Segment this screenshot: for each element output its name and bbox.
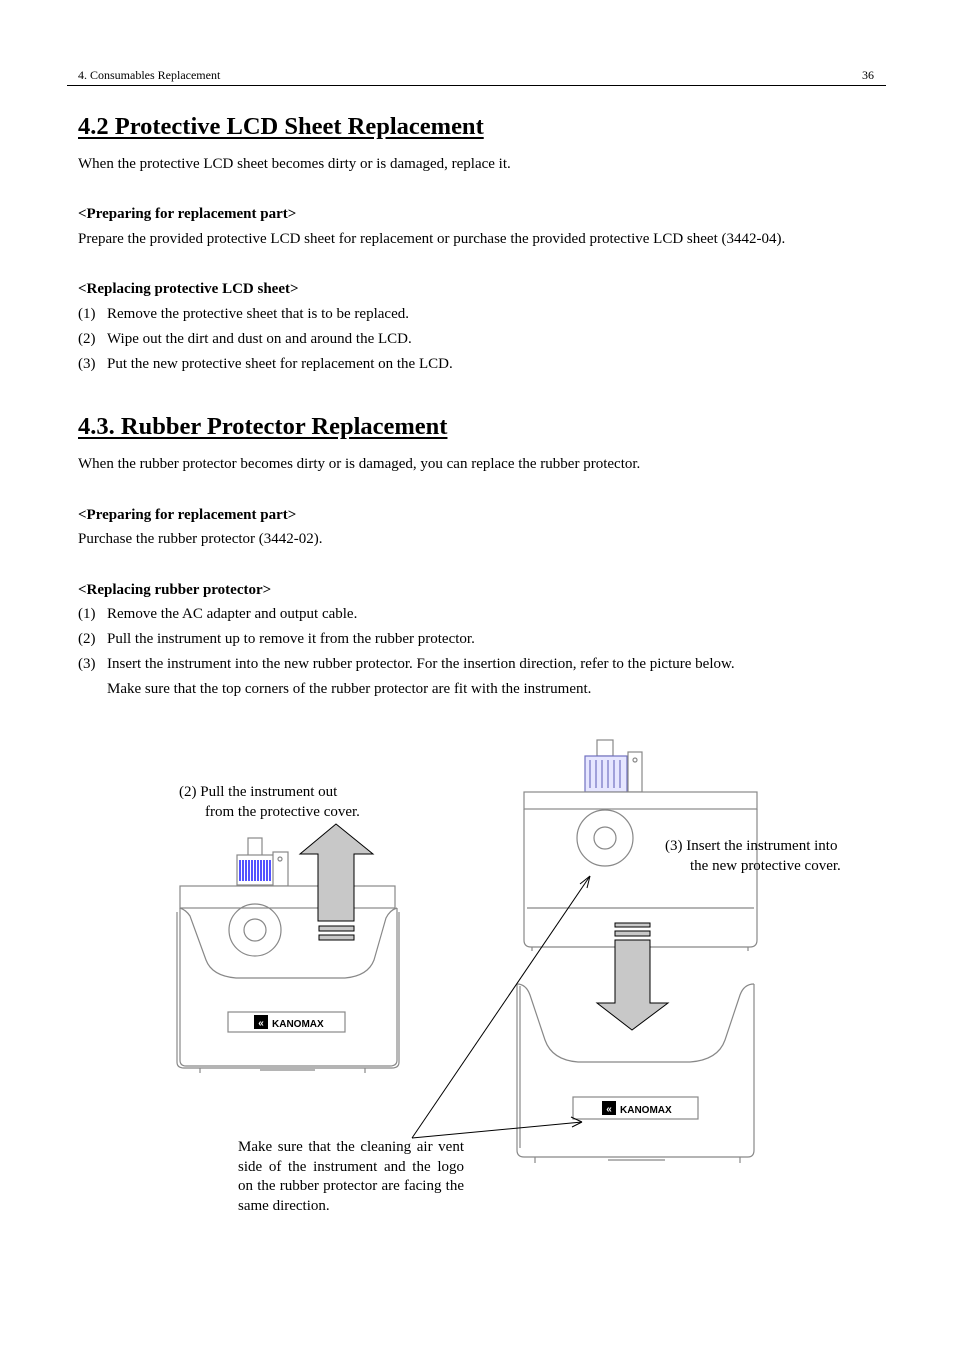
step-number: (3) bbox=[78, 656, 96, 672]
prep-text-4-3: Purchase the rubber protector (3442-02). bbox=[78, 531, 323, 547]
insert-down-arrow bbox=[597, 923, 668, 1030]
step-number: (2) bbox=[78, 631, 96, 647]
left-instrument-in-protector bbox=[177, 838, 399, 1073]
callout-pull-line1: (2) Pull the instrument out bbox=[179, 784, 338, 800]
step-number: (3) bbox=[78, 356, 96, 372]
callout-insert-line2: the new protective cover. bbox=[690, 858, 841, 874]
figure-note: Make sure that the cleaning air vent side of the instrument and the logo on the rubber protector are facing the same direction. bbox=[238, 1139, 464, 1214]
step-continuation: Make sure that the top corners of the rubber protector are fit with the instrument. bbox=[107, 681, 592, 697]
logo-text: KANOMAX bbox=[620, 1105, 672, 1116]
callout-pull-line2: from the protective cover. bbox=[205, 804, 360, 820]
pull-up-arrow bbox=[300, 824, 373, 940]
svg-text:«: « bbox=[606, 1104, 612, 1115]
step-number: (2) bbox=[78, 331, 96, 347]
replace-heading-4-2: <Replacing protective LCD sheet> bbox=[78, 281, 299, 297]
step-text: Wipe out the dirt and dust on and around the LCD. bbox=[107, 331, 412, 347]
section-4-2-intro: When the protective LCD sheet becomes dirty or is damaged, replace it. bbox=[78, 156, 511, 172]
section-4-3-intro: When the rubber protector becomes dirty or is damaged, you can replace the rubber protector. bbox=[78, 456, 641, 472]
running-header-chapter: 4. Consumables Replacement bbox=[78, 68, 221, 82]
step-text: Remove the protective sheet that is to be replaced. bbox=[107, 306, 409, 322]
step-text: Put the new protective sheet for replacement on the LCD. bbox=[107, 356, 453, 372]
section-title-4-2: 4.2 Protective LCD Sheet Replacement bbox=[78, 113, 484, 140]
callout-pull bbox=[179, 782, 360, 822]
page-number: 36 bbox=[862, 68, 874, 82]
step-text: Remove the AC adapter and output cable. bbox=[107, 606, 358, 622]
svg-text:«: « bbox=[258, 1018, 264, 1029]
step-number: (1) bbox=[78, 606, 96, 622]
prep-text-4-2: Prepare the provided protective LCD sheet for replacement or purchase the provided protective LCD sheet (3442-04). bbox=[78, 231, 786, 247]
callout-insert-line1: (3) Insert the instrument into bbox=[665, 838, 838, 854]
step-number: (1) bbox=[78, 306, 96, 322]
prep-heading-4-3: <Preparing for replacement part> bbox=[78, 507, 297, 523]
step-text: Pull the instrument up to remove it from the rubber protector. bbox=[107, 631, 475, 647]
callout-insert bbox=[665, 836, 841, 876]
logo-text: KANOMAX bbox=[272, 1019, 324, 1030]
step-text: Insert the instrument into the new rubber protector. For the insertion direction, refer to the picture below. bbox=[107, 656, 735, 672]
replace-heading-4-3: <Replacing rubber protector> bbox=[78, 582, 272, 598]
callout-pointer-lines bbox=[412, 876, 590, 1138]
section-title-4-3: 4.3. Rubber Protector Replacement bbox=[78, 413, 448, 440]
prep-heading-4-2: <Preparing for replacement part> bbox=[78, 206, 297, 222]
